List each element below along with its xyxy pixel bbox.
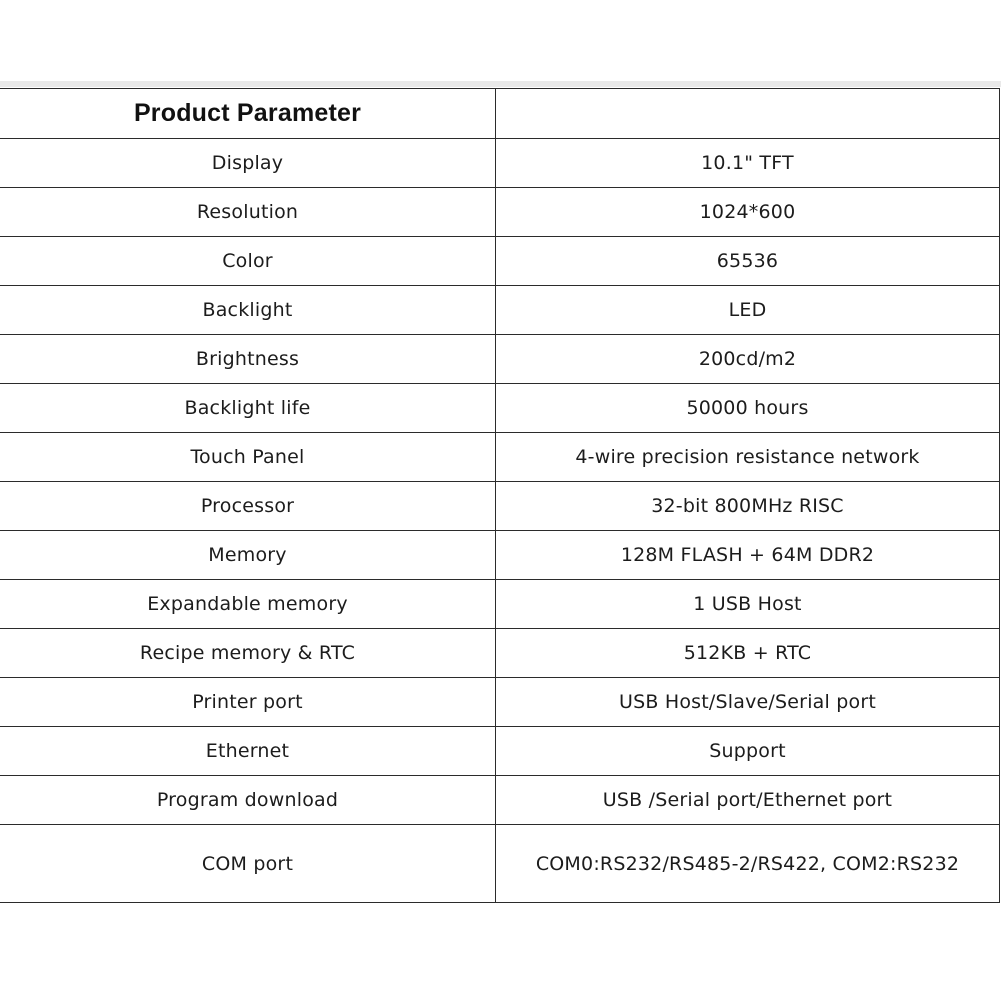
parameter-label: Printer port bbox=[0, 678, 496, 727]
parameter-label: Processor bbox=[0, 482, 496, 531]
parameter-value: Support bbox=[496, 727, 1000, 776]
parameter-label: Backlight life bbox=[0, 384, 496, 433]
parameter-label: Memory bbox=[0, 531, 496, 580]
table-row bbox=[0, 825, 1000, 903]
table-row bbox=[0, 286, 1000, 335]
table-row bbox=[0, 384, 1000, 433]
parameter-value: 10.1" TFT bbox=[496, 139, 1000, 188]
parameter-value: 128M FLASH + 64M DDR2 bbox=[496, 531, 1000, 580]
table-row bbox=[0, 580, 1000, 629]
top-divider bbox=[0, 81, 1001, 87]
parameter-value: USB Host/Slave/Serial port bbox=[496, 678, 1000, 727]
parameter-value: 65536 bbox=[496, 237, 1000, 286]
table-row bbox=[0, 237, 1000, 286]
parameter-value: USB /Serial port/Ethernet port bbox=[496, 776, 1000, 825]
product-parameter-table bbox=[0, 88, 1000, 903]
table-title: Product Parameter bbox=[0, 89, 496, 139]
table-title-value bbox=[496, 89, 1000, 139]
parameter-label: Resolution bbox=[0, 188, 496, 237]
table-row bbox=[0, 335, 1000, 384]
parameter-label: Expandable memory bbox=[0, 580, 496, 629]
table-row bbox=[0, 482, 1000, 531]
parameter-label: Recipe memory & RTC bbox=[0, 629, 496, 678]
parameter-label: Program download bbox=[0, 776, 496, 825]
parameter-value: 1 USB Host bbox=[496, 580, 1000, 629]
parameter-value: 32-bit 800MHz RISC bbox=[496, 482, 1000, 531]
parameter-value: COM0:RS232/RS485-2/RS422, COM2:RS232 bbox=[496, 825, 1000, 903]
parameter-value: LED bbox=[496, 286, 1000, 335]
parameter-label: Brightness bbox=[0, 335, 496, 384]
parameter-value: 4-wire precision resistance network bbox=[496, 433, 1000, 482]
parameter-label: Backlight bbox=[0, 286, 496, 335]
parameter-value: 200cd/m2 bbox=[496, 335, 1000, 384]
table-row bbox=[0, 531, 1000, 580]
parameter-label: COM port bbox=[0, 825, 496, 903]
parameter-label: Ethernet bbox=[0, 727, 496, 776]
table-row bbox=[0, 433, 1000, 482]
table-row bbox=[0, 629, 1000, 678]
parameter-value: 512KB + RTC bbox=[496, 629, 1000, 678]
table-row bbox=[0, 678, 1000, 727]
table-row bbox=[0, 776, 1000, 825]
table-row bbox=[0, 188, 1000, 237]
parameter-label: Touch Panel bbox=[0, 433, 496, 482]
parameter-label: Display bbox=[0, 139, 496, 188]
table-header-row bbox=[0, 89, 1000, 139]
parameter-value: 50000 hours bbox=[496, 384, 1000, 433]
parameter-label: Color bbox=[0, 237, 496, 286]
table-row bbox=[0, 139, 1000, 188]
parameter-value: 1024*600 bbox=[496, 188, 1000, 237]
table-row bbox=[0, 727, 1000, 776]
